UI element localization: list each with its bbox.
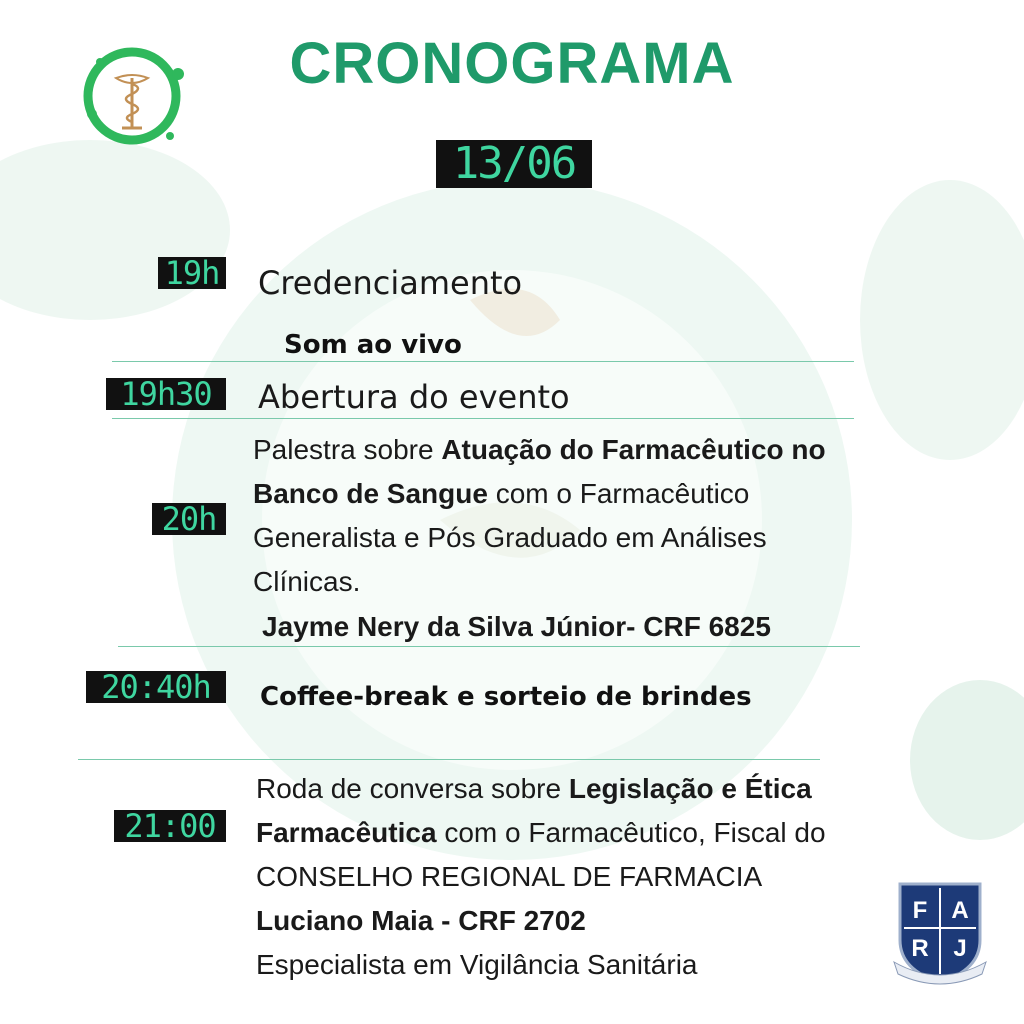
roda-after-topic: com o Farmacêutico, Fiscal do [436,817,826,848]
som-ao-vivo-label: Som ao vivo [284,330,462,360]
palestra-intro: Palestra sobre [253,434,442,465]
palestra-line4: Clínicas. [253,566,361,597]
roda-description [256,767,956,987]
roda-topic-line1: Legislação e Ética [568,773,812,804]
svg-text:R: R [911,935,929,962]
coffee-break-label: Coffee-break e sorteio de brindes [260,682,752,712]
abertura-label: Abertura do evento [258,378,570,416]
palestra-after-topic: com o Farmacêutico [487,478,750,509]
divider [78,759,820,760]
palestra-speaker: Jayme Nery da Silva Júnior- CRF 6825 [262,611,771,642]
roda-intro: Roda de conversa sobre [256,773,569,804]
divider [118,646,860,647]
roda-line5: Especialista em Vigilância Sanitária [256,949,698,980]
svg-text:J: J [953,935,967,962]
page-title: CRONOGRAMA [289,31,735,96]
roda-line3: CONSELHO REGIONAL DE FARMACIA [256,861,763,892]
farj-shield-logo [892,878,988,990]
divider [112,361,854,362]
roda-speaker: Luciano Maia - CRF 2702 [256,905,586,936]
time-badge-21-00: 21:00 [114,810,226,842]
time-badge-20-40h: 20:40h [86,671,226,703]
palestra-description [253,428,973,604]
palestra-topic-line2: Banco de Sangue [253,478,488,509]
svg-text:A: A [951,897,969,924]
time-badge-20h: 20h [152,503,226,535]
svg-text:F: F [912,897,928,924]
credenciamento-label: Credenciamento [258,264,523,302]
event-date: 13/06 [436,140,592,188]
time-badge-19h30: 19h30 [106,378,226,410]
divider [112,418,854,419]
palestra-line3: Generalista e Pós Graduado em Análises [253,522,767,553]
time-badge-19h: 19h [158,257,226,289]
roda-topic-line2: Farmacêutica [256,817,437,848]
palestra-topic-line1: Atuação do Farmacêutico no [441,434,826,465]
